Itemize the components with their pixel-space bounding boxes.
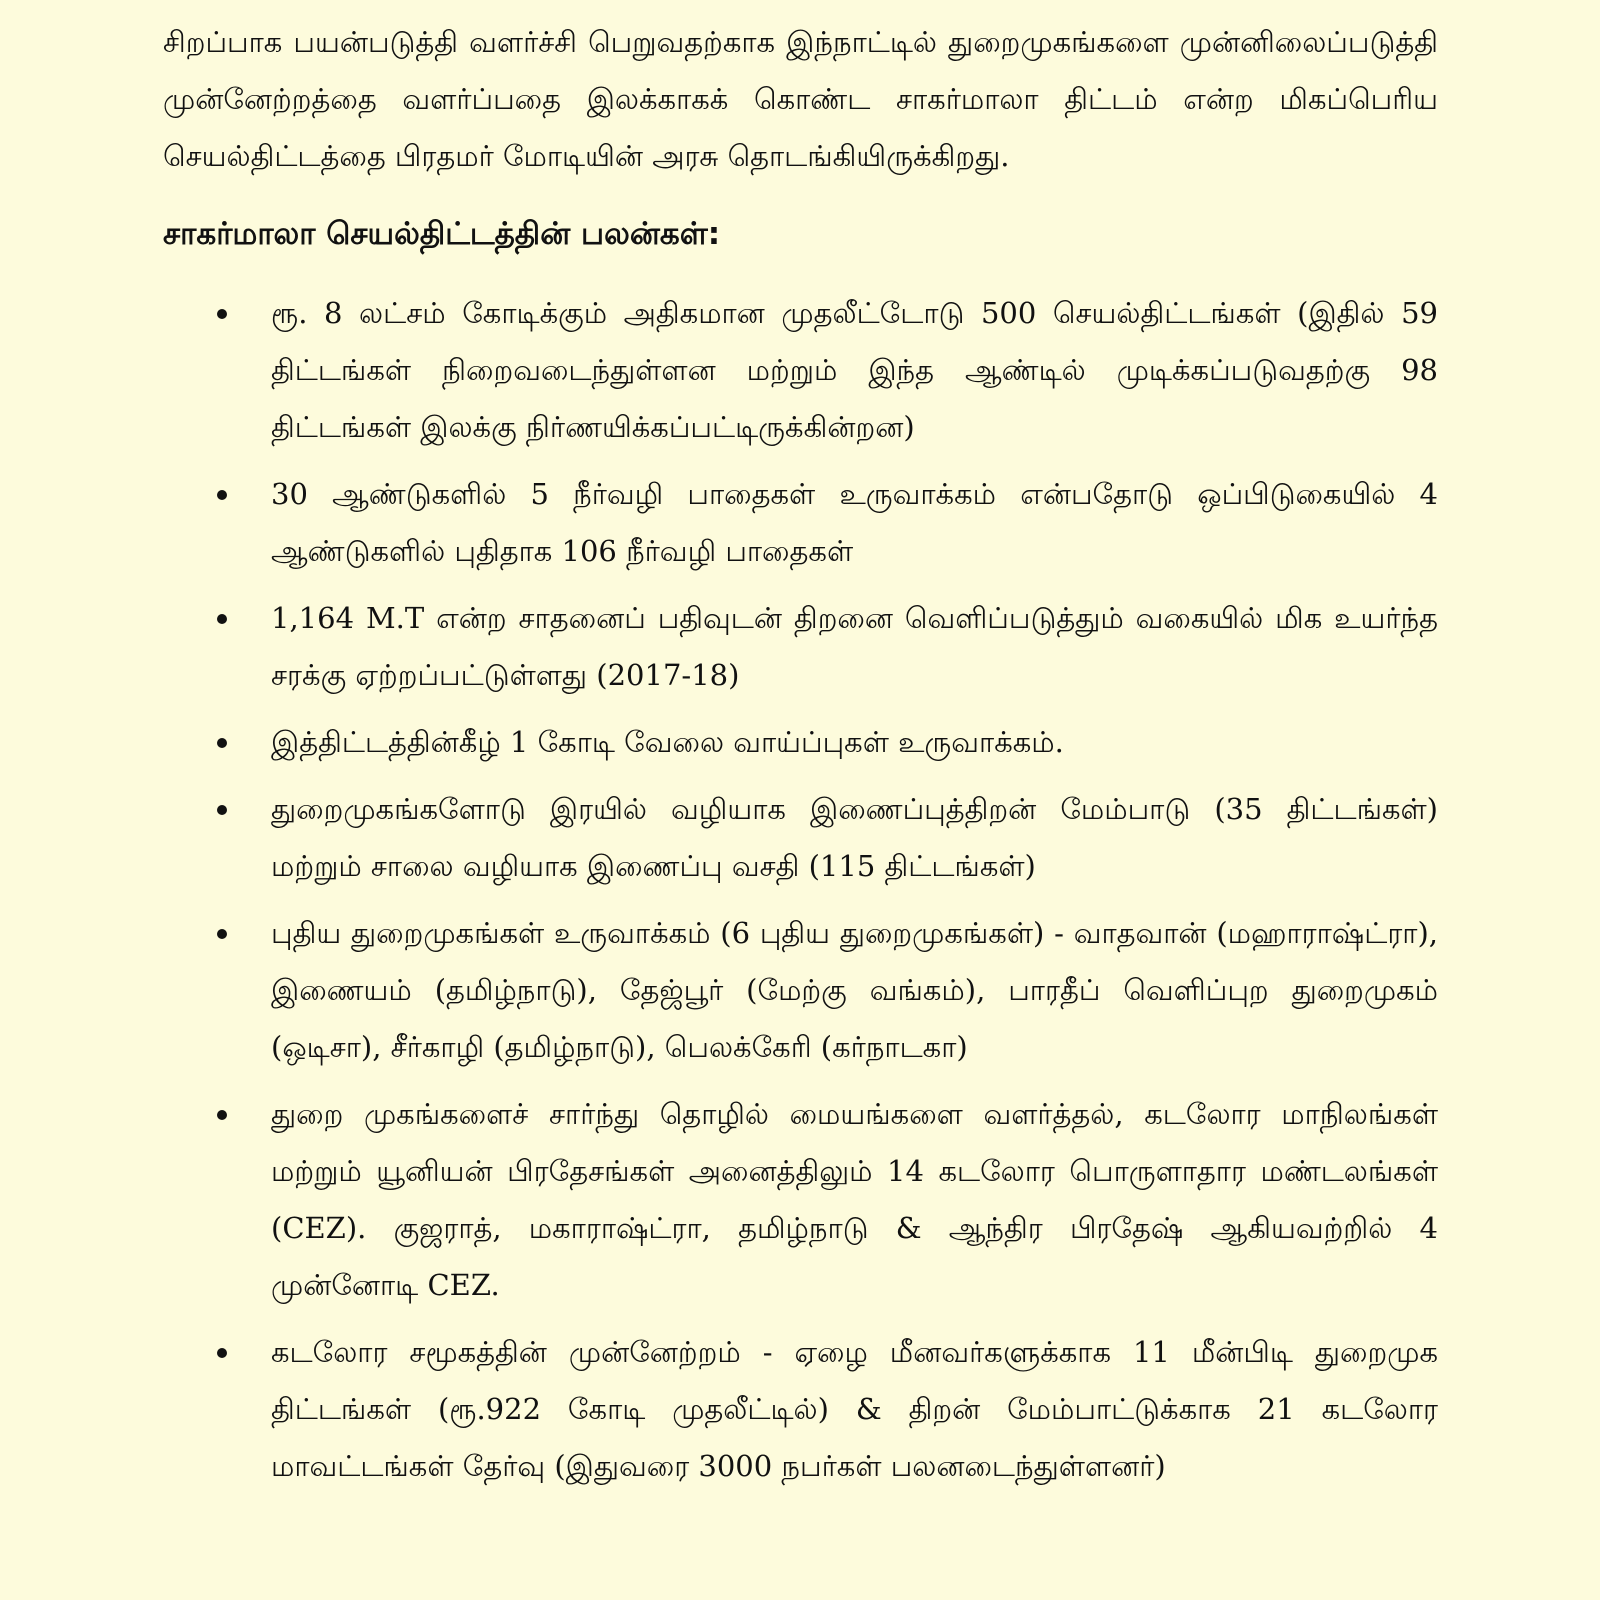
list-item-text: புதிய துறைமுகங்கள் உருவாக்கம் (6 புதிய துறைமுகங்கள்) - வாதவான் (மஹாராஷ்ட்ரா), இணையம் (தமிழ்நாடு), தேஜ்பூர் (மேற்கு வங்கம்), பாரதீப் வெளிப்புற துறைமுகம் (ஒடிசா), சீர்காழி (தமிழ்நாடு), பெலக்கேரி (கர்நாடகா) xyxy=(271,916,1438,1064)
list-item xyxy=(163,905,1438,1076)
list-item-text: கடலோர சமூகத்தின் முன்னேற்றம் - ஏழை மீனவர்களுக்காக 11 மீன்பிடி துறைமுக திட்டங்கள் (ரூ.922 கோடி முதலீட்டில்) & திறன் மேம்பாட்டுக்காக 21 கடலோர மாவட்டங்கள் தேர்வு (இதுவரை 3000 நபர்கள் பலனடைந்துள்ளனர்) xyxy=(271,1335,1438,1483)
bullet-icon xyxy=(217,614,227,624)
bullet-icon xyxy=(217,1110,227,1120)
section-heading: சாகர்மாலா செயல்திட்டத்தின் பலன்கள்: xyxy=(163,216,721,252)
list-item xyxy=(163,781,1438,895)
list-item xyxy=(163,1086,1438,1314)
bullet-icon xyxy=(217,738,227,748)
list-item-text: துறைமுகங்களோடு இரயில் வழியாக இணைப்புத்திறன் மேம்பாடு (35 திட்டங்கள்) மற்றும் சாலை வழியாக இணைப்பு வசதி (115 திட்டங்கள்) xyxy=(271,792,1438,883)
bullet-icon xyxy=(217,1348,227,1358)
list-item-text: 1,164 M.T என்ற சாதனைப் பதிவுடன் திறனை வெளிப்படுத்தும் வகையில் மிக உயர்ந்த சரக்கு ஏற்றப்பட்டுள்ளது (2017-18) xyxy=(271,601,1438,692)
list-item xyxy=(163,590,1438,704)
list-item-text: இத்திட்டத்தின்கீழ் 1 கோடி வேலை வாய்ப்புகள் உருவாக்கம். xyxy=(271,725,1064,759)
list-item-text: ரூ. 8 லட்சம் கோடிக்கும் அதிகமான முதலீட்டோடு 500 செயல்திட்டங்கள் (இதில் 59 திட்டங்கள் நிறைவடைந்துள்ளன மற்றும் இந்த ஆண்டில் முடிக்கப்படுவதற்கு 98 திட்டங்கள் இலக்கு நிர்ணயிக்கப்பட்டிருக்கின்றன) xyxy=(271,296,1438,444)
benefits-list xyxy=(163,285,1438,1495)
list-item xyxy=(163,714,1438,771)
list-item xyxy=(163,466,1438,580)
document-page xyxy=(163,14,1438,1505)
list-item-text: 30 ஆண்டுகளில் 5 நீர்வழி பாதைகள் உருவாக்கம் என்பதோடு ஒப்பிடுகையில் 4 ஆண்டுகளில் புதிதாக 106 நீர்வழி பாதைகள் xyxy=(271,477,1438,568)
bullet-icon xyxy=(217,309,227,319)
bullet-icon xyxy=(217,805,227,815)
list-item xyxy=(163,285,1438,456)
bullet-icon xyxy=(217,929,227,939)
bullet-icon xyxy=(217,490,227,500)
list-item xyxy=(163,1324,1438,1495)
intro-paragraph: சிறப்பாக பயன்படுத்தி வளர்ச்சி பெறுவதற்காக இந்நாட்டில் துறைமுகங்களை முன்னிலைப்படுத்தி முன்னேற்றத்தை வளர்ப்பதை இலக்காகக் கொண்ட சாகர்மாலா திட்டம் என்ற மிகப்பெரிய செயல்திட்டத்தை பிரதமர் மோடியின் அரசு தொடங்கியிருக்கிறது. xyxy=(163,25,1438,173)
list-item-text: துறை முகங்களைச் சார்ந்து தொழில் மையங்களை வளர்த்தல், கடலோர மாநிலங்கள் மற்றும் யூனியன் பிரதேசங்கள் அனைத்திலும் 14 கடலோர பொருளாதார மண்டலங்கள் (CEZ). குஜராத், மகாராஷ்ட்ரா, தமிழ்நாடு & ஆந்திர பிரதேஷ் ஆகியவற்றில் 4 முன்னோடி CEZ. xyxy=(271,1097,1438,1302)
